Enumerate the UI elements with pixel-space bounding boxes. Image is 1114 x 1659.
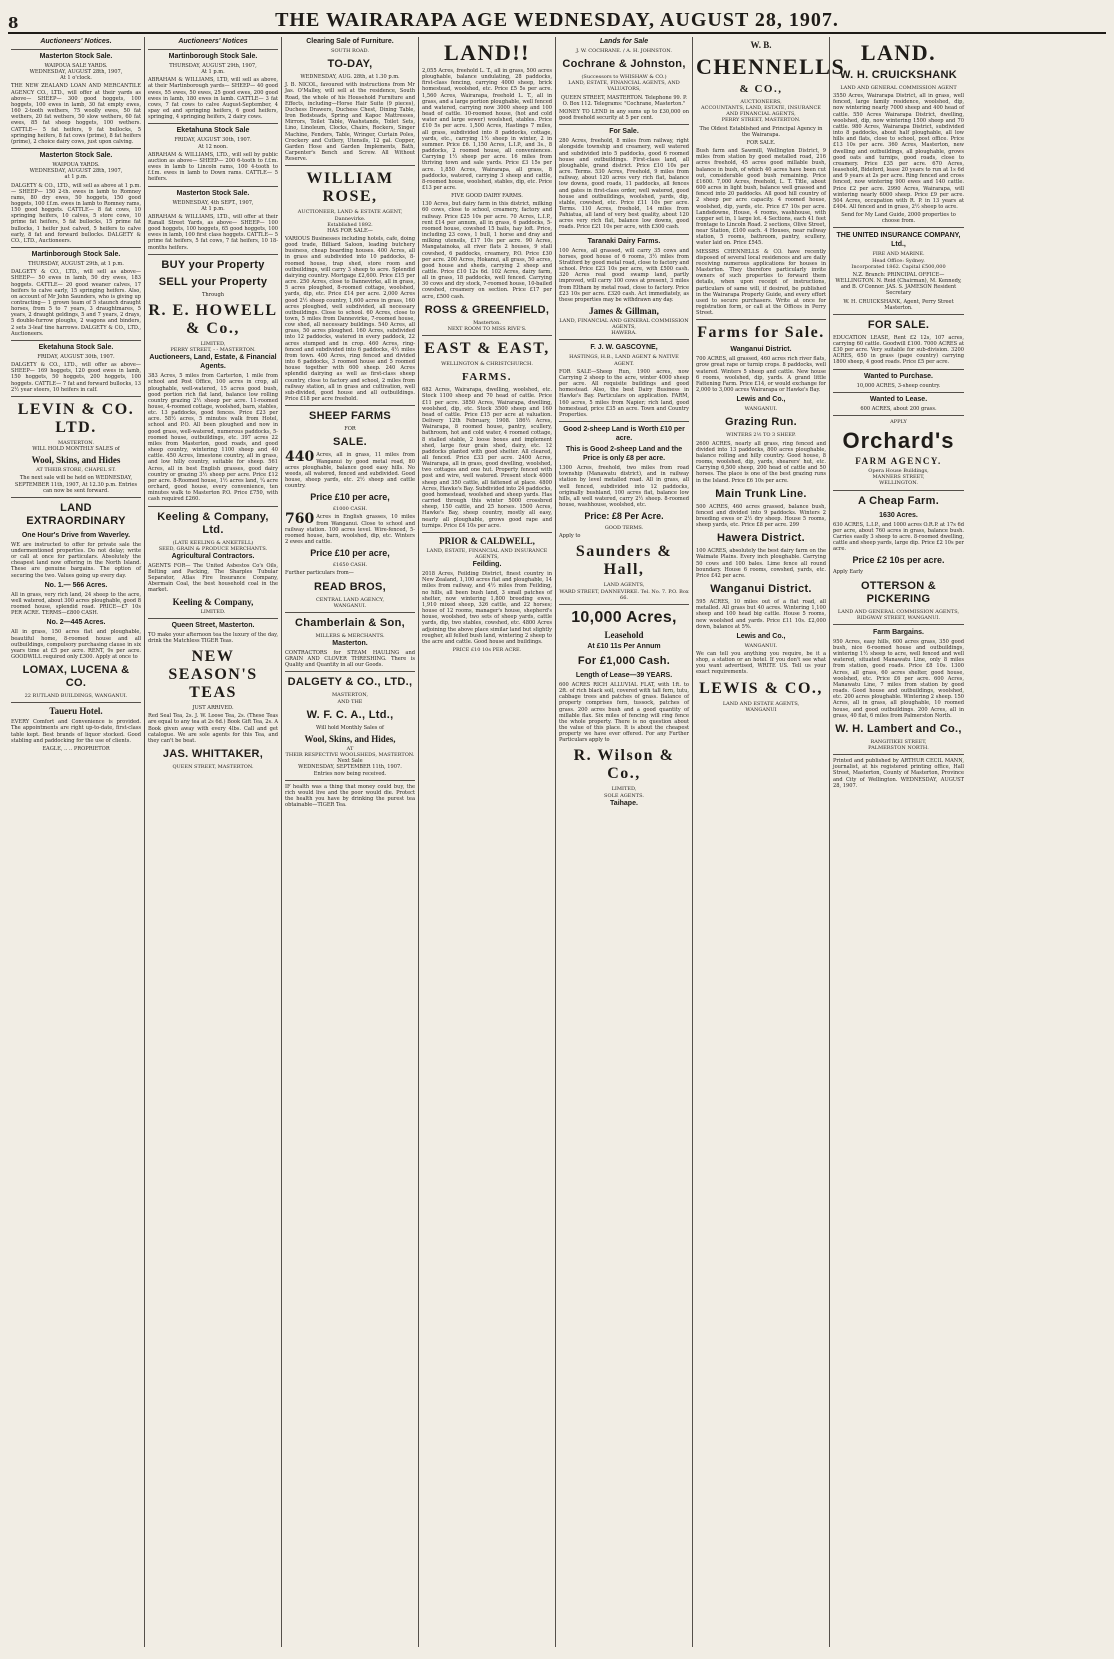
ad-line: AND THE bbox=[337, 698, 363, 705]
firm-name: LOMAX, LUCENA & CO. bbox=[22, 664, 130, 690]
column-7 bbox=[830, 37, 967, 1647]
ad-body: Bush farm and Sawmill, Wellington District, 9 miles from station by good metalled road, 216 acres freehold, 45 acres good millable bush, balance in bush, of which 40 acres have been cut out, considerable good bush remaining. Price £1600. 7,000 Acres, freehold, L. T. Title, about 600 acres in light bush, balance well grassed and fenced into 20 paddocks. All good hill country of 2 sheep per acre capacity. 4 roomed house, woolshed, dip, yards, etc. Price £7 10s per acre. Landsdowne, House, 4 rooms, washhouse, with copper set in, 1 large lot. 4 Sections, each 41 feet frontage to Lincoln Road. 2 sections, Olive Street, near Station, £100 each. 4 Houses, near railway station, 5 rooms, bathroom, pantry, scullery, water laid on. Price £545. bbox=[696, 148, 826, 247]
ad-body: TO make your afternoon tea the luxury of the day, drink the Matchless TIGER Teas. bbox=[148, 631, 278, 644]
firm-town: Feilding. bbox=[472, 561, 502, 569]
firm-address: QUEEN STREET, MASTERTON. Telephone 99. P. O. Box 112. Telegrams: "Cochrane, Masterton." bbox=[560, 94, 688, 107]
firm-name: Saunders & Hall, bbox=[575, 543, 673, 579]
ad-title: Eketahuna Stock Sale. bbox=[11, 340, 141, 352]
ad-line: THEIR RESPECTIVE WOOLSHEDS, MASTERTON. bbox=[285, 752, 415, 759]
divider bbox=[833, 314, 964, 315]
ad-title: Masterton Stock Sale. bbox=[148, 186, 278, 198]
ad-subtitle: WINTERS 2½ TO 3 SHEEP. bbox=[726, 432, 796, 439]
ad-body: 950 Acres, easy hills, 600 acres grass, 350 good bush, nice 6-roomed house and outbuildings, wintering 1½ sheep to acre, well fenced and well watered, situated Manawatu Line, only 8 miles from station, good roads. Price £8 10s. 1300 Acres, all grass, 60 acres shelter, good house, woolshed, etc. Price £6 per acre. 600 Acres, Manawatu Line, 7 miles from station by good roads. Good house and outbuildings, woolshed, etc. 200 acres ploughable. Wintering 2 sheep. 150 Acres, all in grass, all ploughable, 10 roomed house, and good outbuildings. 200 Acres, all in grass, 40 flat, 6 miles from Palmerston North. bbox=[833, 638, 964, 719]
ad-line: at 1 p.m. bbox=[64, 174, 88, 181]
ad-body: ABRAHAM & WILLIAMS, LTD., will offer at their Ranall Street Yards, as above— SHEEP— 100 good hoggets, 100 hoggets, 65 good hoggets, 100 ewes in lamb, 100 first class hoggets. CATTLE— 5 prime fat heifers, 5 fat cows, 7 fat heifers, 10 18-months heifers. bbox=[148, 213, 278, 251]
firm-sub: LIMITED, bbox=[200, 340, 226, 347]
divider bbox=[285, 671, 415, 672]
firm-place: MASTERTON. bbox=[58, 439, 94, 446]
ad-title: A Cheap Farm. bbox=[857, 494, 940, 507]
firm-name: W. H. Lambert and Co., bbox=[835, 722, 962, 735]
ad-body: ABRAHAM & WILLIAMS, LTD, will sell as above, at their Martinborough yards— SHEEP— 40 good ewes, 55 ewes, 50 ewes, 25 good ewes, 200 good ewes in lamb, 180 ewes in lamb. CATTLE— 3 fat cows, 7 fat cows to calve August-September, 4 spay ed and springing heifers, 6 good heifers, springing, 4 springing heifers, 2 dairy cows. bbox=[148, 77, 278, 121]
ad-body: 682 Acres, Wairarapa, dwelling, woolshed, etc. Stock 1100 sheep and 70 head of cattle. Price £11 per acre. 3850 Acres, Wairarapa, dwelling, woolshed, dip, etc. Stock 3500 sheep and 160 head of cattle. Price £15 per acre at valuation. Delivery 12th February, 1908. 186½ Acres, Wairarapa, 8 roomed house, pantry, scullery, bathroom, hot and cold water, 4 roomed cottage, 8 stalled stable, 2 loose boxes and implement shed, large four grain shed, dairy, etc. 12 paddocks planted with good shelter. All cleared, all fenced. Price £33 per acre. 2400 Acres, Wairarapa, all in grass, good dwelling, woolshed, two cottages and one hut. Property fenced with post and wire, well watered. Present stock 4000 sheep and 350 cattle, all fattened at place. 4800 Acres, Hawke's Bay. Subdivided into 24 paddocks, good homestead, woolshed and sheep yards. Has carried through this winter 5000 crossbred sheep, 150 cattle, and 25 horses. 1500 Acres, Hawke's Bay, sheep country, mostly all easy, nearly all ploughable, grows good rape and turnips. Price £4 10s per acre. bbox=[422, 387, 553, 529]
firm-address: NEXT ROOM TO MISS RIVE'S. bbox=[447, 325, 527, 332]
divider bbox=[285, 612, 415, 613]
firm-town: PALMERSTON NORTH. bbox=[868, 745, 929, 751]
ad-subtitle: One Hour's Drive from Waverley. bbox=[21, 531, 131, 539]
firm-sub: WELLINGTON & CHRISTCHURCH. bbox=[441, 361, 533, 368]
ad-line: Send for My Land Guide, 2000 properties to choose from. bbox=[841, 212, 956, 225]
ad-line: Further particulars from— bbox=[285, 570, 354, 577]
ad-title: LAND EXTRAORDINARY bbox=[26, 501, 126, 527]
firm-sub: LIMITED, bbox=[611, 786, 637, 793]
section-heading: Lands for Sale bbox=[599, 38, 649, 45]
firm-name: W. H. CRUICKSHANK bbox=[840, 69, 957, 81]
divider bbox=[11, 702, 141, 703]
ad-body: Acres, all in grass, 11 miles from Wanganui by good metal road, 80 acres ploughable, balance good easy hills. No weeds, all watered, fenced and subdivided. Good house, sheep yards, etc. 2½ sheep and cattle country. bbox=[285, 452, 415, 490]
section-heading: Auctioneers' Notices. bbox=[40, 38, 112, 45]
ad-line: WAIPOUA SALE YARDS. bbox=[44, 63, 108, 69]
ad-line: FRIDAY, AUGUST 30th, 1907. bbox=[37, 353, 115, 360]
ad-line: JUST ARRIVED. bbox=[192, 705, 234, 712]
section-heading: Auctioneers' Notices bbox=[178, 38, 248, 45]
ad-line: THURSDAY, AUGUST 29th, 1907, bbox=[169, 63, 257, 69]
ad-title: Clearing Sale of Furniture. bbox=[306, 38, 394, 45]
ad-body: FOR SALE—Sheep Run, 1900 acres, now Carrying 2 sheep to the acre, winter 4000 sheep per acre. All requisite buildings and good homestead. Also, the best Dairy Business in Hawke's Bay. Particulars on application. FARM, 160 acres, 5 miles from Napier; rich land, good homestead, price £35 an acre. Town and Country Properties. bbox=[559, 368, 689, 418]
ad-title: Main Trunk Line. bbox=[715, 487, 807, 500]
ad-subtitle: 1630 Acres. bbox=[879, 511, 918, 519]
ad-line: Through bbox=[201, 291, 224, 298]
ad-body: DALGETY & CO., LTD., will sell as above— SHEEP— 50 ewes in lamb, 50 dry ewes, 183 hoggets. CATTLE— 20 good weaner calves, 17 heifers to calve early, 15 springing heifers. Also, on account of Mr John Saunders, who is giving up contracting— 1 grown team of 5 staunch draught horses, from 5 to 7 years, 3 draughtmares, 5 years, 2 draught geldings, 5 and 7 years, 2 drays, 5 double-furrow ploughs, 2 wagons and binders, 2 sets 3-leaf tine harrows. DALGETY & CO., LTD., Auctioneers. bbox=[11, 269, 141, 337]
firm-name: THE UNITED INSURANCE COMPANY, Ltd., bbox=[836, 232, 961, 249]
divider bbox=[285, 405, 415, 406]
firm-town: HAWERA. bbox=[611, 330, 637, 337]
ad-headline: For £1,000 Cash. bbox=[577, 654, 671, 667]
ad-line: WEDNESDAY, AUG. 28th, at 1.30 p.m. bbox=[300, 74, 400, 81]
firm-name: WILLIAM ROSE, bbox=[306, 170, 394, 206]
ad-body: All in grass, 150 acres flat and ploughable, beautiful home, 8-roomed house and all outbuildings, compulsory purchasing clause in six years time at £5 per acre. RENT, 9s per acre. GOODWILL required only £300. Apply at once to bbox=[11, 629, 141, 660]
ad-body: EDUCATION LEASE, Rent £2 12s, 107 acres, carrying 60 cattle. Goodwill £100. 7000 ACRES at £30 per acre. Very suitable for sub-division. 3200 ACRES, 650 in grass (page country) carrying 1800 sheep, 4 good roads. Price £5 per acre. bbox=[833, 334, 964, 366]
firm-sub: LAND AND GENERAL COMMISSION AGENTS, bbox=[837, 608, 960, 615]
ad-body: 2018 Acres, Feilding District, finest country in New Zealand, 1,100 acres flat and ploughable, 14 miles from railway, and 4½ miles from Feilding, no hills, all been bush land, 3 small patches of shelter, now wintering 1,800 breeding ewes, 1,910 mixed sheep, 326 cattle, and 22 horses; house of 12 rooms, manager's house, shepherd's house, woolshed, two sets of sheep yards, cattle yards, dip, two stables, cowshed, etc. 4800 Acres adjoining the above place similar land but slightly rougher, all felled bush land, wintering 2 sheep to the acre and cattle. Good house and buildings. bbox=[422, 571, 552, 645]
ad-body: MONEY TO LEND in any sums up to £30,000 on good freehold security at 5 per cent. bbox=[559, 108, 689, 122]
ad-body: 700 ACRES, all grassed, 460 acres rich river flats, grow great rape or turnip crops. 8 paddocks, well watered. Winters 5 sheep and cattle. New house 6 rooms, woolshed, dip, yards. A grand little Fattening Farm. Price £14, or would exchange for 2,000 to 3,000 acres Wairarapa or Hawke's Bay. bbox=[696, 356, 826, 394]
ad-title: FOR SALE. bbox=[746, 139, 776, 146]
column-3 bbox=[282, 37, 419, 1647]
firm-sub: LAND AND GENERAL COMMISSION AGENT bbox=[840, 85, 957, 91]
ad-body: 10,000 ACRES, 3-sheep country. bbox=[856, 382, 941, 389]
ad-subtitle bbox=[11, 63, 141, 81]
ad-body: AGENTS FOR— The United Asbestos Co's Oils, Belting and Packing, The Sharples Tubular Separator, Atlas Fire Insurance Company, Abermain Coal, the best household coal in the market. bbox=[148, 562, 278, 594]
firm-sub: MILLERS & MERCHANTS. bbox=[315, 632, 385, 639]
acreage-figure: 760 bbox=[285, 511, 315, 528]
firm-name: Cochrane & Johnston, bbox=[562, 58, 686, 71]
firm-sub: LAND, ESTATE, FINANCIAL AND INSURANCE AGENTS, bbox=[426, 547, 548, 560]
ad-body: 100 ACRES, absolutely the best dairy farm on the Waimate Plains. Every inch ploughable. Carrying 50 cows and 100 bales. Lime fence all round boundary. House 6 rooms, cowshed, yards, etc. Price £42 per acre. bbox=[696, 548, 826, 579]
ad-body: 1300 Acres, freehold, two miles from road township (Manawatu district), and in railway station by level metalled road. All in grass, all well fenced, subdivided into 12 paddocks, originally bushland, 100 acres flat, balance low hills, all well watered, carry 2½ sheep. 8-roomed house, washhouse, woolshed, etc. bbox=[559, 465, 689, 508]
divider bbox=[422, 335, 552, 336]
ad-line: HAS FOR SALE— bbox=[327, 227, 373, 234]
ad-body: DALGETY & CO., LTD., will offer as above— SHEEP— 169 hoggets, 120 good ewes in lamb, 150 hoggets, 50 hoggets, 200 hoggets, 100 hoggets. CATTLE— 7 fat and forward bullocks, 13 2½ year steers, 10 heifers in calf. bbox=[11, 362, 141, 393]
ad-subtitle: SOUTH ROAD. bbox=[331, 48, 369, 54]
lot-title: No. 2—445 Acres. bbox=[46, 619, 106, 627]
ad-body: W. H. CRUICKSHANK, Agent, Perry Street Masterton. bbox=[843, 298, 954, 311]
ad-headline: Leasehold bbox=[604, 629, 644, 640]
firm-name: Lewis and Co., bbox=[736, 632, 786, 640]
firm-name: LEVIN & CO. LTD. bbox=[17, 400, 135, 436]
ad-line: Length of Lease—39 YEARS. bbox=[575, 671, 673, 679]
ad-line: WEDNESDAY, AUGUST 28th, 1907, bbox=[29, 69, 123, 76]
ad-body: 280 Acres, freehold, 8 miles from railway, right alongside township and creamery, well watered and subdivided into 5 paddocks, good 6 roomed house and outbuildings. First-class land, all ploughable, grand district. Price £10 10s per acre. Terms. 530 Acres, Freehold, 9 miles from railway, about 120 acres very rich flat, balance low downs, good roads, 11 paddocks, all fences and gates in first-class order, well watered, good house and outbuildings, woolshed, yards, dip, stable, cowshed, etc. Price £11 10s per acre. Terms. 110 Acres, freehold, 14 miles from Pahiatua, all land of very best quality, about 120 acres very rich flat, balance low downs, good roads. Price £21 10s per acre, with £300 cash. bbox=[559, 138, 689, 231]
firm-name: ROSS & GREENFIELD, bbox=[424, 303, 550, 316]
firm-sub: Head Office: Sydney. bbox=[872, 257, 925, 264]
firm-name: Keeling & Company, Ltd. bbox=[157, 510, 269, 536]
ad-headline: LAND!! bbox=[444, 40, 530, 65]
divider bbox=[833, 415, 964, 416]
ad-goods: Wool, Skins, and Hides bbox=[31, 455, 121, 466]
ad-body: J. B. NICOL, favoured with instructions from Mr Jas. O'Malley, will sell at the residence, South Road, the whole of his Household Furniture and Effects, including—Horse Hair Suite (9 pieces), Duchess Drawers, Duchess Chest, Dining Table, Iron Bedsteads, Spring and Kapoc Mattresses, Mirrors, Toilet Table, Washstands, Toilet Sets, Lino, Linoleum, Clocks, Chairs, Rockers, Singer Machine, Fenders, Table, Wringer, Curtain Poles, Crockery and Cutlery, Utensils, 12 gal. Copper, Garden Hose and Garden Implements, Bath, Carpenter's Bench and Screw. All Without Reserve. bbox=[285, 82, 415, 163]
firm-title: Auctioneers, Land, Estate, & Financial Agents. bbox=[149, 354, 277, 371]
ad-body: Red Seal Tea, 2s. J. W. Loose Tea, 2s. (These Teas are equal to any tea at 2s 6d.) Book Gift Tea, 2s. A Book given away with every 4lbs. Call and get catalogue. We are sole agents for this Tea, and they can't be beat. bbox=[148, 713, 279, 744]
price-cash: £1650 CASH. bbox=[332, 562, 368, 569]
firm-address: Queen Street, Masterton. bbox=[148, 618, 278, 630]
firm-name: R. Wilson & Co., bbox=[573, 747, 675, 783]
printer-imprint: Printed and published by ARTHUR CECIL MANN, journalist, at his registered printing office, Hall Street, Masterton, County of Masterton, Province and City of Wellington. WEDNESDAY, AUGUST 28, 1907. bbox=[833, 758, 964, 789]
ad-body: VARIOUS Businesses including hotels, cafe, doing good trade, Billiard Saloon, leading butchery business, cheap boarding houses. 400 Acres, all in grass and subdivided into 10 paddocks, 8-roomed house, trap shed, store room and outbuildings, will carry 3 sheep to acre. Splendid dairying country. Mortgage £2,600. Price £15 per acre. 250 Acres, close to Dannevirke, all in grass, 5 acres ploughed, 8-roomed cottage, woolshed, yards, dip, etc. Price £14 per acre. 2,000 Acres good 2½ sheep country, 1,600 acres in grass, 160 acres ploughed, well subdivided, all necessary outbuildings. Close to school. 60 Acres, close to town, 5 miles from Dannevirke, 7-roomed house, cow shed, all necessary buildings. 540 Acres, all grass, 50 acres ploughed. 160 Acres, subdivided into 12 paddocks, watered in every paddock, 22 acres stumped and in crop. 460 Acres, ring-fenced and subdivided into 6 paddocks, 4½ miles from town. 400 Acres, ring fenced and divided into 6 paddocks, 3 roomed house and 5 roomed house together with 600 sheep. 240 Acres splendid dairying as well as first-class sheep country, close to factory and school, 2 miles from railway station, all in grass and cultivation, well sub-divided, good house and all outbuildings. Price £18 per acre freehold. bbox=[285, 235, 415, 403]
firm-name: OTTERSON & PICKERING bbox=[860, 579, 937, 605]
ad-line: WILL HOLD MONTHLY SALES of bbox=[32, 446, 120, 453]
firm-sub: CENTRAL LAND AGENCY, bbox=[315, 596, 385, 603]
firm-name: Keeling & Company, bbox=[172, 596, 254, 607]
firm-title: AUCTIONEERS, bbox=[740, 99, 782, 105]
divider bbox=[696, 319, 826, 320]
firm-address: WARD STREET, DANNEVIRKE. Tel. No. 7. P.O. Box 66. bbox=[559, 588, 689, 601]
price-terms: GOOD TERMS. bbox=[604, 525, 644, 532]
firm-sub: Established 1892. bbox=[327, 221, 373, 228]
ad-body: The next sale will be held on WEDNESDAY, SEPTEMBER 11th, 1907, At 12.30 p.m. Entries can now be sent forward. bbox=[14, 475, 138, 494]
ad-body: WE are instructed to offer for private sale the undermentioned properties. Do not delay; write or call at once for particulars. Absolutely the cheapest land now offering in the North Island. These are genuine bargains. The option of securing the two. Values going up every day. bbox=[11, 541, 141, 579]
divider bbox=[148, 254, 278, 255]
ad-title: Eketahuna Stock Sale bbox=[148, 123, 278, 135]
ad-title: Martinborough Stock Sale. bbox=[148, 49, 278, 61]
ad-line: At 12 noon. bbox=[198, 143, 228, 150]
lot-title: No. 1.— 566 Acres. bbox=[44, 581, 108, 589]
ad-line: AT bbox=[346, 745, 354, 752]
firm-sub: LAND AGENTS, bbox=[603, 582, 645, 589]
ad-title: FOR SALE. bbox=[867, 318, 930, 331]
ad-title: Farm Bargains. bbox=[873, 628, 924, 636]
firm-sub: SOLE AGENTS. bbox=[604, 792, 644, 799]
price-cash: £1000 CASH. bbox=[332, 506, 368, 513]
ad-body: 3550 Acres, Wairarapa District, all in grass, well fenced, large family residence, woolshed, dip, now wintering nearly 7000 sheep and 400 head of cattle. 550 Acres Wairarapa District, dwelling, woolshed, dip, now wintering 1500 sheep and 70 cattle. 980 Acres, Wairarapa District, subdivided into 8 paddocks, about half ploughable, all low hills and flats, close to school, post office. Price £13 10s per acre. 360 Acres, Masterton, new dwelling and outbuildings, all ploughable, grows good oats and turnips, good roads, close to creamery. Price £35 per acre. 670 Acres, leasehold, Bideford, lease 20 years to run at 1s 6d and 9 years at 2s per acre. Ring fenced and cross fenced, now wintering 900 ewes and 140 cattle. Price £2 per acre. 2990 Acres, Wairarapa, will wintering nearly 6000 sheep. Price £9 per acre. 504 Acres, occupation with R. P. in 13 years at £404. All fenced and in grass, 2½ sheep to acre. bbox=[833, 93, 964, 210]
firm-title: AUCTIONEER, LAND & ESTATE AGENT, Dannevirke. bbox=[297, 209, 403, 222]
ad-title: Masterton Stock Sale. bbox=[11, 148, 141, 160]
price-line: PRICE £10 10s PER ACRE. bbox=[452, 647, 522, 654]
ad-body: N.Z. Branch: PRINCIPAL OFFICE—WELLINGTON. N. Reid (Chairman), M. Kennedy, and B. O'Connor. JAS. S. JAMESON Resident Secretary bbox=[835, 271, 962, 297]
divider bbox=[11, 396, 141, 397]
firm-address: PERRY STREET, MASTERTON. bbox=[721, 117, 801, 124]
firm-town: WANGANUI. bbox=[333, 602, 367, 609]
ad-title: Wanted to Lease. bbox=[833, 392, 964, 404]
ad-line: FIVE GOOD DAIRY FARMS. bbox=[451, 193, 523, 200]
firm-address: Opera House Buildings, bbox=[868, 468, 929, 475]
ad-body: 600 ACRES RICH ALLUVIAL FLAT, with 1ft. to 2ft. of rich black soil, covered with tall fern, tutu, cabbage trees and patches of grass. Balance of property comprises fern, tussock, patches of grass. 200 acres bush and a good quantity of millable flax. Six miles of fencing will ring fence the whole property. There is no question about the value of this place. It is about the cheapest property we have ever offered. For any Further Particulars apply to bbox=[559, 681, 689, 744]
divider bbox=[285, 780, 415, 781]
firm-town: MASTERTON, bbox=[332, 692, 368, 699]
firm-town: Masterton. bbox=[332, 640, 368, 647]
ad-line: APPLY bbox=[890, 418, 907, 425]
firm-name: & CO., bbox=[739, 83, 783, 95]
ad-headline: LAND. bbox=[860, 40, 937, 65]
ad-line: FOR bbox=[344, 426, 356, 433]
ad-headline: FARMS. bbox=[461, 371, 513, 384]
ad-title: Wanganui District. bbox=[730, 346, 792, 354]
price-line: Price £10 per acre, bbox=[310, 548, 390, 559]
divider bbox=[833, 624, 964, 625]
price-line: Price: £8 Per Acre. bbox=[584, 511, 664, 522]
ad-body: All in grass, very rich land, 24 sheep to the acre, well watered, about 300 acres ploughable, good 8 roomed house, splendid road. PRICE—£7 10s PER ACRE. TERMS—£800 CASH. bbox=[11, 591, 141, 617]
ad-line: At £10 11s Per Annum bbox=[587, 642, 661, 650]
firm-initials: W. B. bbox=[750, 40, 772, 50]
divider bbox=[148, 506, 278, 507]
firm-name: EAST & EAST, bbox=[424, 340, 550, 358]
ad-title: Taueru Hotel. bbox=[49, 706, 103, 717]
ad-title: Taranaki Dairy Farms. bbox=[559, 234, 689, 246]
divider bbox=[285, 165, 415, 166]
firm-sub: LIMITED. bbox=[200, 608, 226, 615]
divider bbox=[833, 490, 964, 491]
ad-line: WAIPOUA YARDS. bbox=[52, 162, 100, 169]
ad-line: Will hold Monthly Sales of bbox=[316, 724, 384, 731]
ad-headline: NEW SEASON'S TEAS bbox=[168, 648, 258, 702]
firm-name: PRIOR & CALDWELL, bbox=[439, 535, 535, 546]
firm-name: W. F. C. A., Ltd., bbox=[306, 708, 394, 721]
firm-town: Taihape. bbox=[610, 799, 638, 807]
firm-name: CHENNELLS bbox=[696, 54, 846, 79]
masthead bbox=[8, 4, 1106, 34]
ad-body: 2600 ACRES, nearly all grass, ring fenced and divided into 13 paddocks, 800 acres ploughable, balance rolling and hilly country. Good house, 8 rooms, woolshed, dip, yards, shearers' hut, etc. Carrying 6,500 sheep, 200 head of cattle and 50 horses. The place is one of the best grazing runs in the Island. Price £6 10s per acre. bbox=[696, 440, 826, 484]
firm-title: LAND, ESTATE, FINANCIAL AGENTS, AND VALUATORS, bbox=[568, 80, 680, 93]
page-number: 8 bbox=[8, 14, 19, 32]
newspaper-title: THE WAIRARAPA AGE WEDNESDAY, AUGUST 28, 1907. bbox=[275, 9, 839, 31]
ad-line: At 1 p.m. bbox=[201, 205, 225, 212]
price-line: Price £2 10s per acre. bbox=[852, 555, 945, 566]
ad-headline: Farms for Sale. bbox=[697, 324, 825, 342]
firm-name: Chamberlain & Son, bbox=[295, 616, 405, 629]
firm-town: Masterton. bbox=[473, 319, 501, 326]
firm-sub: Incorporated 1862. Capital £500,000 bbox=[851, 263, 946, 270]
ad-signature: EAGLE, .. .. PROPRIETOR bbox=[42, 745, 110, 752]
ad-body: CONTRACTORS for STEAM HAULING and GRAIN AND CLOVER THRESHING. There is Quality and Quantity in all our Goods. bbox=[285, 650, 415, 669]
ad-body: MESSRS CHENNELLS & CO. have recently disposed of several local residences and are daily receiving numerous applications for houses in Masterton. They therefore particularly invite owners of such properties to forward them details, when upon receipt of instructions, particulars of same will, if desired, be published in the Wairarapa Property Guide, and every effort used to secure purchasers. Write at once for registration form, or call at the Offices in Perry Street. bbox=[696, 248, 826, 317]
firm-name: READ BROS, bbox=[313, 580, 387, 593]
ad-body: 500 ACRES, 460 acres grassed, balance bush, fenced and divided into 9 paddocks. Winters 2 breeding ewes or 2½ dry sheep. House 5 rooms, sheep yards, etc. Price £8 per acre. 299 bbox=[696, 503, 826, 529]
ad-line: Next Sale bbox=[337, 758, 363, 765]
ad-body: 630 ACRES, L.I.P., and 1000 acres O.R.P. at 17s 6d per acre, about 760 acres in grass, balance bush. Carries easily 3 sheep to acre. 8-roomed dwelling, cattle and sheep yards, large dip. Price £2 10s per acre. bbox=[833, 521, 964, 553]
firm-name: JAS. WHITTAKER, bbox=[162, 748, 264, 760]
columns bbox=[8, 37, 1106, 1647]
ad-body: 130 Acres, but dairy farm in this district, milking 60 cows, close to school, creamery, factory and railway. Price £25 10s per acre. 70 Acres, L.I.P., rent £14 per annum, all in grass, 6 paddocks, 5-roomed house, cowshed 15 bails, hay loft. Price, including 23 cows, 1 bull, 1 horse and dray and milking utensils, £17 10s per acre. 90 Acres, Mangatainoka, all river flats 2 houses, 9 stall cowshed, 6 paddocks, creamery, P.O. Price £30 per acre. 200 Acres, Hokanui, all grass, 50 acres, good house and sheds, carrying 2 sheep and cattle. Price £10 12s 6d. 102 Acres, dairy farm, all in grass, 18 paddocks, well fenced. Carrying 30 cows and dry stock, 7-roomed house, 10-bailed cowshed, creamery on section. Price £17 per acre, £500 cash. bbox=[422, 201, 552, 300]
firm-sub: FARM AGENCY. bbox=[855, 456, 942, 467]
ad-headline: This is Good 2-sheep Land and the Price is only £8 per acre. bbox=[565, 446, 683, 463]
ad-line: The Oldest Established and Principal Agency in the Wairarapa. bbox=[699, 125, 823, 138]
firm-name: DALGETY & CO., LTD., bbox=[287, 676, 413, 689]
ad-line: THURSDAY, AUGUST 29th, at 1 p.m. bbox=[28, 261, 124, 268]
firm-name: R. E. HOWELL & Co., bbox=[148, 301, 278, 337]
ad-line: At 1 o'clock. bbox=[60, 75, 92, 82]
firm-sub: LAND, FINANCIAL AND GENERAL COMMISSION AGENTS, bbox=[559, 318, 689, 331]
column-6 bbox=[693, 37, 846, 1647]
ad-title: Grazing Run. bbox=[724, 416, 798, 429]
divider bbox=[422, 532, 552, 533]
ad-title: Hawera District. bbox=[717, 532, 805, 545]
ad-subtitle bbox=[11, 162, 141, 180]
ad-line: Apply Early bbox=[833, 569, 864, 576]
column-1 bbox=[8, 37, 145, 1647]
ad-body: EVERY Comfort and Convenience is provided. The appointments are right up-to-date, first-class table kept. Best brands of liquor stocked. Good stabling and paddocking for the use of clients. bbox=[11, 719, 141, 744]
firm-partners: J. W. COCHRANE. / A. H. JOHNSTON. bbox=[576, 48, 672, 54]
ad-title: Wanted to Purchase. bbox=[833, 369, 964, 381]
firm-sub: (LATE KEELING & ANKETELL) bbox=[172, 539, 254, 546]
firm-sub: FIRE AND MARINE. bbox=[872, 251, 925, 258]
ad-body: 383 Acres, 5 miles from Carterton, 1 mile from school and Post Office, 100 acres in crop, all ploughable, well-watered, 15 acres good bush, good portion rich flat land, balance low rolling country grazing 2½ sheep per acre. 11-roomed house, 4-roomed cottage, woolshed, barn, stables, etc. 13 paddocks, good fences. Price £23 per acre. 58½ acres, 5 minutes walk from Hotel, school and P.O. All been ploughed and now in good grass, well-watered, numerous paddocks, 5-roomed house, outbuildings, etc. 397 acres 22 miles from Masterton, good roads, and good sheep country, wintering 1100 sheep and 40 cattle. 450 Acres, limestone country, all in grass, and low hilly country, suitable for sheep. 561 Acres, all in best English grasses, good dairy country or grazing 3½ sheep per acre. Price £12 per acre. 8-Roomed house, 1½ acres land, ¼ acre orchard, good house, every convenience, ten minutes walk to Masterton P.O. Price £750, with cash required £260. bbox=[148, 373, 278, 503]
firm-town: WANGANUI. bbox=[744, 406, 778, 413]
firm-town: WANGANUI. bbox=[744, 642, 778, 649]
ad-title: Martinborough Stock Sale. bbox=[11, 247, 141, 259]
firm-name: Orchard's bbox=[842, 428, 955, 454]
ad-headline: BUY your Property bbox=[161, 258, 265, 271]
ad-body: ABRAHAM & WILLIAMS, LTD., will sell by public auction as above— SHEEP— 200 6-tooth to f.f.m. ewes in lamb to Lincoln rams, 100 4-tooth to f.f.m. ewes in lamb to Down rams. CATTLE— 5 heifers. bbox=[148, 151, 278, 183]
firm-address: PERRY STREET, - - MASTERTON. bbox=[170, 347, 256, 354]
ad-body: DALGETY & CO., LTD., will sell as above at 1 p.m.— SHEEP— 150 2-th. ewes in lamb to Romney rams, 80 dry ewes, 50 hoggets, 150 good hoggets, 100 f.f.m. ewes in lamb to Romney rams, 150 good hoggets. CATTLE— 8 fat cows, 10 springing heifers, 10 calves, 5 store cows, 10 prime fat heifers, 5 fat bullocks, 15 prime fat bullocks, 1 heifer just calved, 5 heifers to calve early, 8 fat and forward bullocks. DALGETY & CO., LTD., Auctioneers. bbox=[11, 182, 141, 244]
ad-headline: TO-DAY, bbox=[327, 58, 373, 71]
ad-body: 595 ACRES, 10 miles out of a flat road, all metalled. All grass but 40 acres. Wintering 1,100 sheep and 100 head big cattle. House 5 rooms, new woolshed and yards. Price £11 10s. £2,000 down, balance at 5%. bbox=[696, 599, 826, 630]
ad-headline: Good 2-sheep Land is Worth £10 per acre. bbox=[563, 426, 685, 443]
ad-headline: SELL your Property bbox=[158, 275, 268, 288]
firm-sub: LAND AND ESTATE AGENTS, bbox=[722, 700, 800, 707]
firm-town: WELLINGTON. bbox=[879, 480, 918, 487]
firm-sub: (Successors to WHISHAW & CO.) bbox=[581, 74, 667, 81]
firm-address: 22 RUTLAND BUILDINGS, WANGANUI. bbox=[24, 693, 128, 700]
column-2 bbox=[145, 37, 282, 1647]
acreage-figure: 440 bbox=[285, 449, 315, 466]
divider bbox=[559, 421, 689, 422]
ad-body: IF health was a thing that money could buy, the rich would live and the poor would die. Protect the health you have by drinking the purest tea obtainable—TIGER Tea. bbox=[285, 783, 415, 809]
ad-title: Wanganui District. bbox=[710, 583, 812, 596]
ad-body: 2,055 Acres, freehold L. T., all in grass, 500 acres ploughable, balance undulating, 28 paddocks, first-class fencing, carrying 4000 sheep, brick homestead, woolshed, etc. Price £5 5s per acre. 1,560 Acres, Wairarapa, freehold L. T., all in grass, and a large portion ploughable, well fenced and watered, carrying now 3000 sheep and 100 head of cattle. 10-roomed house, (hot and cold water and large sewer) woolshed, stables. Price £10 5s per acre. 1,500 Acres, Hastings 7 miles, all grass, subdivided into 8 paddocks, cottage, yards, etc., carrying 1½ sheep in winter, 2 in summer. Price £6. 1,150 Acres, L.I.P., and 3s., 8 paddocks, 2 roomed house, all conveniences. Carrying 1½ sheep per acre. 16 miles from thriving town and sale yards. Price £3 15s per acre. 1,850 Acres, Wairarapa, all grass, 8 paddocks, watered, carrying 3 sheep and cattle, 8-roomed house, woolshed, stables, dip, etc. Price £13 per acre. bbox=[422, 68, 552, 191]
divider bbox=[559, 604, 689, 605]
firm-sub: HASTINGS, H.B., LAND AGENT & NATIVE AGENT. bbox=[569, 354, 679, 367]
firm-sub: RANGITIKEI STREET, bbox=[870, 738, 927, 745]
firm-title: ACCOUNTANTS, LAND, ESTATE, INSURANCE AND FINANCIAL AGENTS, bbox=[701, 105, 821, 118]
ad-line: At 1 p.m. bbox=[201, 69, 225, 76]
firm-town: WANGANUI bbox=[745, 706, 777, 713]
column-4 bbox=[419, 37, 556, 1647]
firm-address: RIDGWAY STREET, WANGANUI. bbox=[856, 614, 941, 621]
divider bbox=[833, 754, 964, 755]
firm-address: QUEEN STREET, MASTERTON. bbox=[172, 764, 254, 770]
ad-line: Entries now being received. bbox=[313, 770, 387, 777]
ad-body: 600 ACRES, about 200 grass. bbox=[860, 405, 937, 412]
divider bbox=[559, 339, 689, 340]
ad-line: Apply to bbox=[559, 533, 581, 540]
ad-title: For Sale. bbox=[559, 124, 689, 136]
ad-headline: 10,000 Acres, bbox=[571, 608, 677, 626]
ad-goods: Wool, Skins, and Hides, bbox=[304, 733, 396, 744]
column-5 bbox=[556, 37, 693, 1647]
ad-line: FRIDAY, AUGUST 30th, 1907. bbox=[174, 137, 252, 144]
firm-title: Agricultural Contractors. bbox=[171, 552, 255, 560]
ad-body: 100 Acres, all grassed, will carry 35 cows and horses, good house of 6 rooms, 3½ miles from Stratford by good metal road, close to factory and school. Price £23 10s per acre, with £500 cash. 320 Acres real good swamp land, partly improved, will carry 100 cows at present, 3 miles from Eltham by metal road, close to factory. Price £23 10s per acre. £320 cash. Act immediately, as these properties may be withdrawn any day. bbox=[559, 247, 689, 303]
ad-line: WEDNESDAY, 4th SEPT., 1907, bbox=[172, 199, 254, 206]
ad-title: Masterton Stock Sale. bbox=[11, 49, 141, 61]
firm-name: James & Gillman, bbox=[589, 306, 659, 316]
ad-headline: SALE. bbox=[333, 436, 367, 449]
firm-name: F. J. W. GASCOYNE, bbox=[590, 344, 658, 352]
ad-line: AT THEIR STORE, CHAPEL ST. bbox=[36, 467, 116, 474]
divider bbox=[833, 227, 964, 228]
ad-body: THE NEW ZEALAND LOAN AND MERCANTILE AGENCY CO., LTD., will offer at their yards as above— SHEEP— 300 good hoggets, 100 hoggets, 100 ewes in lamb, 30 fat empty ewes, 160 2-tooth wethers, 75 woolly ewes, 50 fat wethers, 20 fat wethers, 50 slow wethers, 60 fat ewes, 85 fat sheep hoggets, 100 wethers. CATTLE— 5 fat heifers, 9 fat bullocks, 5 springing heifers, 8 fat cows (prime), 8 fat heifers (prime), 2 choice dairy cows, just upon calving. bbox=[11, 83, 141, 145]
ad-body: Acres in English grasses, 10 miles from Wanganui. Close to school and railway station. 100 acres level. Wire-fenced, 5-roomed house, barn, woolshed, dip, etc. Winters 2 ewes and cattle. bbox=[285, 514, 415, 546]
firm-sub: SEED, GRAIN & PRODUCE MERCHANTS. bbox=[158, 545, 268, 552]
firm-name: LEWIS & CO., bbox=[699, 679, 823, 697]
price-line: Price £10 per acre, bbox=[310, 492, 390, 503]
divider bbox=[11, 497, 141, 498]
ad-line: WEDNESDAY, AUGUST 28th, 1907, bbox=[29, 168, 123, 175]
ad-body: We can tell you anything you require, be it a shop, a station or an hotel. If you don't see what you want advertised, WRITE US. Tell us your exact requirements. bbox=[696, 651, 826, 676]
ad-line: WEDNESDAY, SEPTEMBER 11th, 1907. bbox=[298, 764, 402, 771]
firm-name: Lewis and Co., bbox=[736, 396, 786, 404]
firm-address: MANNERS STREET, bbox=[872, 474, 925, 481]
ad-headline: SHEEP FARMS bbox=[309, 410, 391, 423]
